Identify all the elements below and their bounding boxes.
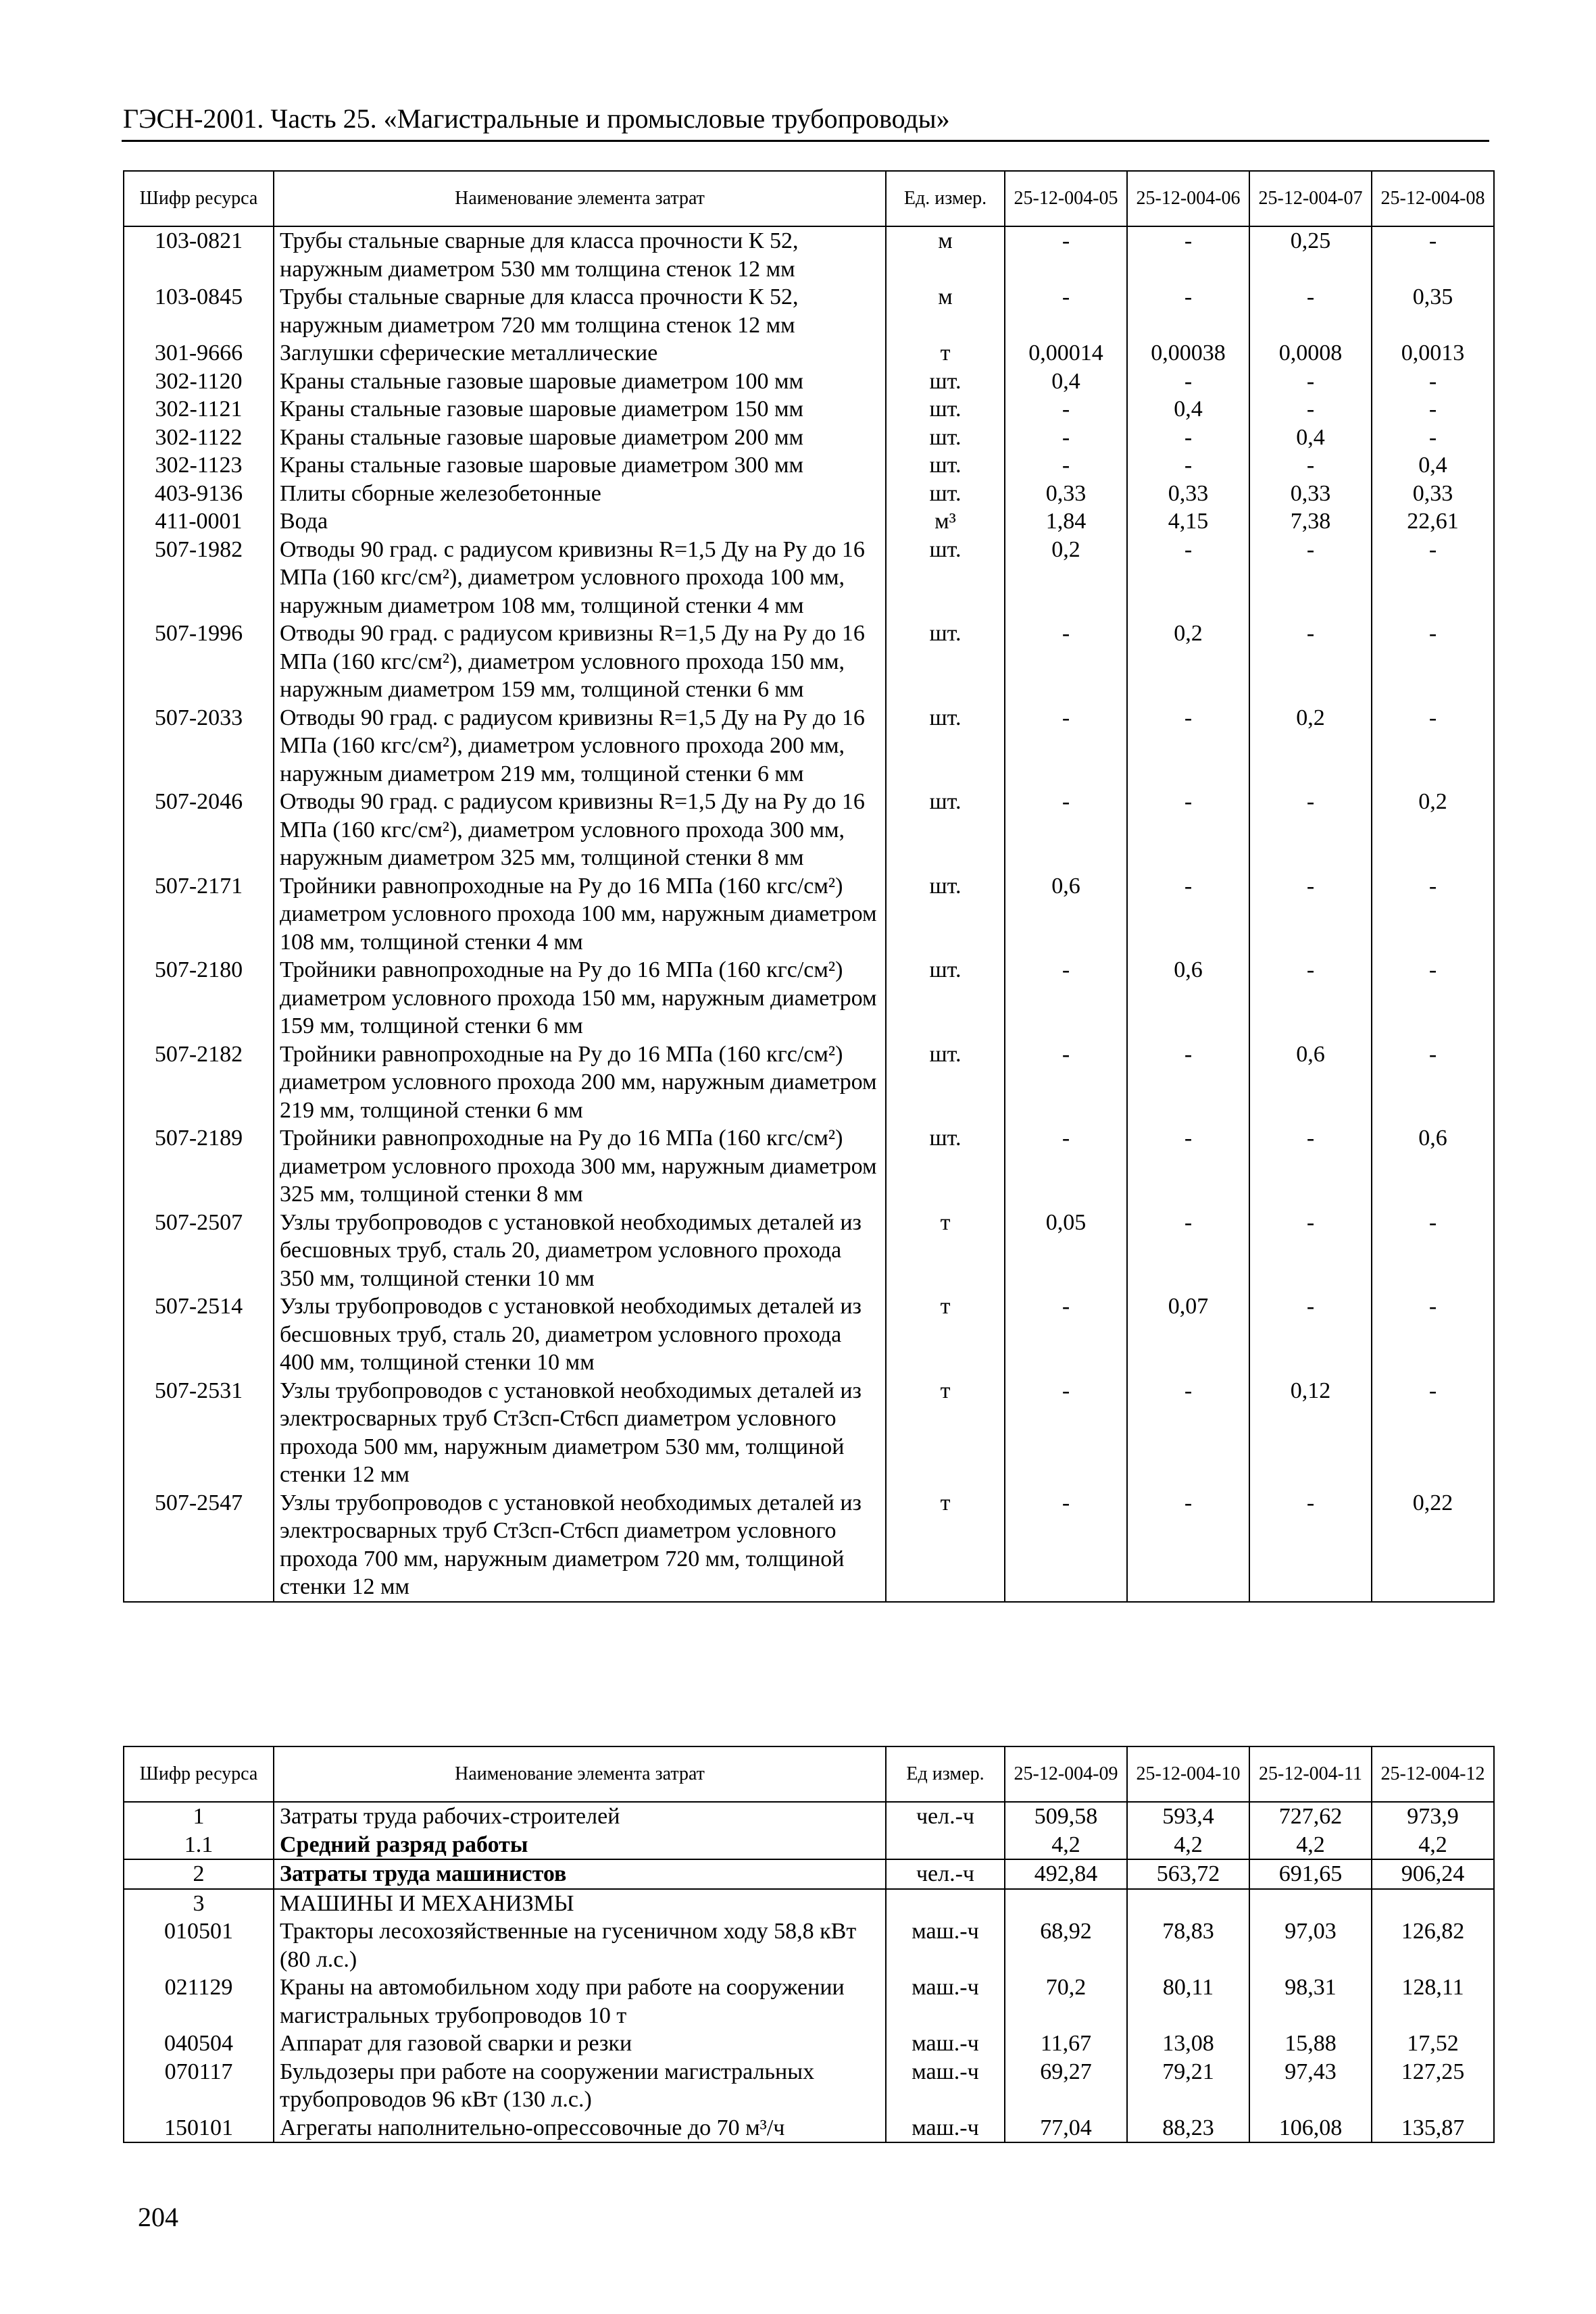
value-cell: 17,52 — [1372, 2030, 1494, 2058]
value-cell: 0,33 — [1005, 480, 1127, 508]
value-cell: 4,2 — [1249, 1831, 1372, 1860]
value-cell: 7,38 — [1249, 507, 1372, 536]
unit-cell: шт. — [886, 368, 1005, 396]
resource-code: 403-9136 — [124, 480, 274, 508]
value-cell: 0,4 — [1249, 424, 1372, 452]
value-cell: 11,67 — [1005, 2030, 1127, 2058]
value-cell: 1,84 — [1005, 507, 1127, 536]
resource-table-2 — [123, 1746, 1495, 2143]
value-cell: 127,25 — [1372, 2058, 1494, 2114]
value-cell: - — [1127, 536, 1249, 620]
unit-cell: маш.-ч — [886, 1917, 1005, 1973]
resource-code: 507-2531 — [124, 1377, 274, 1489]
unit-cell: чел.-ч — [886, 1859, 1005, 1889]
resource-code: 3 — [124, 1889, 274, 1918]
value-cell: 0,33 — [1372, 480, 1494, 508]
cost-element-name: Тройники равнопроходные на Ру до 16 МПа (160 кгс/см²) диаметром условного прохода 100 мм, наружным диаметром 108 мм, толщиной стенки 4 мм — [274, 872, 886, 957]
value-cell: - — [1005, 283, 1127, 339]
resource-code: 302-1123 — [124, 451, 274, 480]
table-row — [124, 451, 1494, 480]
cost-element-name: Трубы стальные сварные для класса прочности К 52, наружным диаметром 530 мм толщина стенок 12 мм — [274, 226, 886, 283]
value-cell: - — [1005, 620, 1127, 704]
value-cell: 69,27 — [1005, 2058, 1127, 2114]
value-cell: - — [1005, 451, 1127, 480]
table-body — [124, 226, 1494, 1602]
value-cell — [1249, 1889, 1372, 1918]
page-header: ГЭСН-2001. Часть 25. «Магистральные и промысловые трубопроводы» — [123, 103, 950, 134]
value-cell: 0,6 — [1249, 1040, 1372, 1125]
col-header: Ед измер. — [886, 1746, 1005, 1802]
value-cell: - — [1372, 226, 1494, 283]
cost-element-name: Тройники равнопроходные на Ру до 16 МПа (160 кгс/см²) диаметром условного прохода 300 мм, наружным диаметром 325 мм, толщиной стенки 8 мм — [274, 1124, 886, 1209]
value-cell: - — [1005, 1377, 1127, 1489]
table-row — [124, 283, 1494, 339]
col-header: 25-12-004-12 — [1372, 1746, 1494, 1802]
value-cell: - — [1372, 424, 1494, 452]
resource-code: 507-2180 — [124, 956, 274, 1040]
value-cell: - — [1372, 1292, 1494, 1377]
value-cell: 97,43 — [1249, 2058, 1372, 2114]
table-row — [124, 2058, 1494, 2114]
value-cell — [1005, 1889, 1127, 1918]
value-cell: - — [1005, 226, 1127, 283]
value-cell: 0,4 — [1005, 368, 1127, 396]
value-cell: 0,07 — [1127, 1292, 1249, 1377]
value-cell: 0,4 — [1372, 451, 1494, 480]
unit-cell: шт. — [886, 1040, 1005, 1125]
value-cell: - — [1249, 1209, 1372, 1293]
value-cell: 15,88 — [1249, 2030, 1372, 2058]
value-cell: 13,08 — [1127, 2030, 1249, 2058]
cost-element-name: Узлы трубопроводов с установкой необходимых деталей из бесшовных труб, сталь 20, диаметром условного прохода 350 мм, толщиной стенки 10 мм — [274, 1209, 886, 1293]
cost-element-name: Краны стальные газовые шаровые диаметром 200 мм — [274, 424, 886, 452]
cost-element-name: Тройники равнопроходные на Ру до 16 МПа (160 кгс/см²) диаметром условного прохода 200 мм, наружным диаметром 219 мм, толщиной стенки 6 мм — [274, 1040, 886, 1125]
unit-cell: шт. — [886, 424, 1005, 452]
table-row — [124, 1292, 1494, 1377]
cost-element-name: МАШИНЫ И МЕХАНИЗМЫ — [274, 1889, 886, 1918]
value-cell: - — [1127, 1489, 1249, 1602]
resource-code: 507-2046 — [124, 788, 274, 872]
table-row — [124, 788, 1494, 872]
value-cell: - — [1127, 1209, 1249, 1293]
resource-code: 507-2547 — [124, 1489, 274, 1602]
value-cell: 973,9 — [1372, 1802, 1494, 1831]
unit-cell — [886, 1889, 1005, 1918]
value-cell: 97,03 — [1249, 1917, 1372, 1973]
col-header: 25-12-004-06 — [1127, 171, 1249, 226]
resource-code: 1.1 — [124, 1831, 274, 1860]
value-cell: 4,15 — [1127, 507, 1249, 536]
table-row — [124, 956, 1494, 1040]
value-cell: 4,2 — [1372, 1831, 1494, 1860]
unit-cell — [886, 1831, 1005, 1860]
resource-code: 411-0001 — [124, 507, 274, 536]
value-cell: - — [1249, 956, 1372, 1040]
unit-cell: шт. — [886, 395, 1005, 424]
unit-cell: чел.-ч — [886, 1802, 1005, 1831]
table-row — [124, 424, 1494, 452]
resource-code: 103-0821 — [124, 226, 274, 283]
table-row — [124, 704, 1494, 788]
table-row — [124, 1377, 1494, 1489]
table-row — [124, 226, 1494, 283]
value-cell: - — [1249, 368, 1372, 396]
value-cell: - — [1372, 1040, 1494, 1125]
header-rule — [122, 140, 1489, 142]
resource-code: 507-1996 — [124, 620, 274, 704]
value-cell: - — [1249, 872, 1372, 957]
unit-cell: шт. — [886, 956, 1005, 1040]
unit-cell: маш.-ч — [886, 2030, 1005, 2058]
value-cell: 0,4 — [1127, 395, 1249, 424]
value-cell: 0,2 — [1005, 536, 1127, 620]
table-row — [124, 368, 1494, 396]
resource-code: 301-9666 — [124, 339, 274, 368]
resource-code: 507-2171 — [124, 872, 274, 957]
value-cell: - — [1127, 704, 1249, 788]
resource-code: 507-1982 — [124, 536, 274, 620]
resource-code: 070117 — [124, 2058, 274, 2114]
cost-element-name: Отводы 90 град. с радиусом кривизны R=1,5 Ду на Ру до 16 МПа (160 кгс/см²), диаметром условного прохода 150 мм, наружным диаметром 159 мм, толщиной стенки 6 мм — [274, 620, 886, 704]
value-cell: 77,04 — [1005, 2114, 1127, 2143]
resource-code: 507-2033 — [124, 704, 274, 788]
cost-element-name: Краны стальные газовые шаровые диаметром 300 мм — [274, 451, 886, 480]
col-header: Ед. измер. — [886, 171, 1005, 226]
unit-cell: шт. — [886, 536, 1005, 620]
unit-cell: т — [886, 1489, 1005, 1602]
value-cell: 0,35 — [1372, 283, 1494, 339]
value-cell: - — [1005, 788, 1127, 872]
unit-cell: шт. — [886, 872, 1005, 957]
resource-code: 150101 — [124, 2114, 274, 2143]
value-cell — [1127, 1889, 1249, 1918]
col-header: 25-12-004-05 — [1005, 171, 1127, 226]
value-cell: - — [1249, 1292, 1372, 1377]
cost-element-name: Вода — [274, 507, 886, 536]
table-row — [124, 2114, 1494, 2143]
value-cell: - — [1249, 620, 1372, 704]
table-row — [124, 620, 1494, 704]
value-cell: - — [1127, 1124, 1249, 1209]
value-cell: - — [1372, 368, 1494, 396]
col-header: Наименование элемента затрат — [274, 171, 886, 226]
cost-element-name: Узлы трубопроводов с установкой необходимых деталей из электросварных труб Ст3сп-Ст6сп диаметром условного прохода 500 мм, наружным диаметром 530 мм, толщиной стенки 12 мм — [274, 1377, 886, 1489]
cost-element-name: Отводы 90 град. с радиусом кривизны R=1,5 Ду на Ру до 16 МПа (160 кгс/см²), диаметром условного прохода 100 мм, наружным диаметром 108 мм, толщиной стенки 4 мм — [274, 536, 886, 620]
col-header: 25-12-004-08 — [1372, 171, 1494, 226]
value-cell: 0,2 — [1249, 704, 1372, 788]
value-cell: 0,33 — [1249, 480, 1372, 508]
value-cell: - — [1249, 536, 1372, 620]
cost-element-name: Краны стальные газовые шаровые диаметром 150 мм — [274, 395, 886, 424]
value-cell: - — [1249, 395, 1372, 424]
unit-cell: м — [886, 226, 1005, 283]
value-cell: 593,4 — [1127, 1802, 1249, 1831]
value-cell: - — [1005, 395, 1127, 424]
value-cell: - — [1372, 395, 1494, 424]
value-cell: 509,58 — [1005, 1802, 1127, 1831]
value-cell: - — [1372, 620, 1494, 704]
value-cell: 80,11 — [1127, 1973, 1249, 2030]
table-row — [124, 339, 1494, 368]
value-cell: 0,33 — [1127, 480, 1249, 508]
value-cell: 0,05 — [1005, 1209, 1127, 1293]
value-cell: - — [1249, 1489, 1372, 1602]
cost-element-name: Аппарат для газовой сварки и резки — [274, 2030, 886, 2058]
value-cell: 0,25 — [1249, 226, 1372, 283]
value-cell: 0,2 — [1372, 788, 1494, 872]
resource-table-1 — [123, 170, 1495, 1603]
value-cell: - — [1127, 368, 1249, 396]
value-cell: 88,23 — [1127, 2114, 1249, 2143]
unit-cell: шт. — [886, 480, 1005, 508]
resource-code: 2 — [124, 1859, 274, 1889]
value-cell: 0,0013 — [1372, 339, 1494, 368]
value-cell: 563,72 — [1127, 1859, 1249, 1889]
value-cell: - — [1005, 1292, 1127, 1377]
value-cell: 135,87 — [1372, 2114, 1494, 2143]
cost-element-name: Плиты сборные железобетонные — [274, 480, 886, 508]
cost-element-name: Тракторы лесохозяйственные на гусеничном ходу 58,8 кВт (80 л.с.) — [274, 1917, 886, 1973]
resource-code: 507-2182 — [124, 1040, 274, 1125]
cost-element-name: Заглушки сферические металлические — [274, 339, 886, 368]
table-row — [124, 1859, 1494, 1889]
unit-cell: шт. — [886, 451, 1005, 480]
value-cell: - — [1127, 872, 1249, 957]
value-cell: - — [1127, 1377, 1249, 1489]
value-cell: 4,2 — [1005, 1831, 1127, 1860]
cost-element-name: Тройники равнопроходные на Ру до 16 МПа (160 кгс/см²) диаметром условного прохода 150 мм, наружным диаметром 159 мм, толщиной стенки 6 мм — [274, 956, 886, 1040]
table-row — [124, 1124, 1494, 1209]
value-cell: 691,65 — [1249, 1859, 1372, 1889]
table-row — [124, 1831, 1494, 1860]
cost-element-name: Агрегаты наполнительно-опрессовочные до 70 м³/ч — [274, 2114, 886, 2143]
value-cell: - — [1372, 536, 1494, 620]
resource-code: 302-1122 — [124, 424, 274, 452]
value-cell — [1372, 1889, 1494, 1918]
unit-cell: м — [886, 283, 1005, 339]
table-header-row — [124, 1746, 1494, 1802]
value-cell: 0,00014 — [1005, 339, 1127, 368]
resource-code: 507-2507 — [124, 1209, 274, 1293]
value-cell: - — [1249, 1124, 1372, 1209]
col-header: Шифр ресурса — [124, 171, 274, 226]
value-cell: - — [1127, 424, 1249, 452]
resource-code: 507-2189 — [124, 1124, 274, 1209]
value-cell: 0,0008 — [1249, 339, 1372, 368]
value-cell: 78,83 — [1127, 1917, 1249, 1973]
cost-element-name: Узлы трубопроводов с установкой необходимых деталей из электросварных труб Ст3сп-Ст6сп диаметром условного прохода 700 мм, наружным диаметром 720 мм, толщиной стенки 12 мм — [274, 1489, 886, 1602]
table-row — [124, 1889, 1494, 1918]
value-cell: - — [1127, 226, 1249, 283]
unit-cell: маш.-ч — [886, 2114, 1005, 2143]
cost-element-name: Затраты труда машинистов — [274, 1859, 886, 1889]
unit-cell: т — [886, 1377, 1005, 1489]
unit-cell: шт. — [886, 788, 1005, 872]
value-cell: - — [1005, 424, 1127, 452]
resource-code: 1 — [124, 1802, 274, 1831]
resource-code: 103-0845 — [124, 283, 274, 339]
page-number: 204 — [138, 2202, 178, 2232]
value-cell: 68,92 — [1005, 1917, 1127, 1973]
value-cell: - — [1127, 788, 1249, 872]
value-cell: - — [1372, 1377, 1494, 1489]
value-cell: 79,21 — [1127, 2058, 1249, 2114]
table-row — [124, 872, 1494, 957]
cost-element-name: Бульдозеры при работе на сооружении магистральных трубопроводов 96 кВт (130 л.с.) — [274, 2058, 886, 2114]
cost-element-name: Краны стальные газовые шаровые диаметром 100 мм — [274, 368, 886, 396]
value-cell: - — [1127, 283, 1249, 339]
value-cell: 70,2 — [1005, 1973, 1127, 2030]
value-cell: 22,61 — [1372, 507, 1494, 536]
value-cell: 4,2 — [1127, 1831, 1249, 1860]
value-cell: 727,62 — [1249, 1802, 1372, 1831]
table-row — [124, 1973, 1494, 2030]
cost-element-name: Средний разряд работы — [274, 1831, 886, 1860]
value-cell: - — [1005, 1489, 1127, 1602]
value-cell: 0,00038 — [1127, 339, 1249, 368]
value-cell: - — [1005, 1040, 1127, 1125]
value-cell: - — [1127, 1040, 1249, 1125]
unit-cell: маш.-ч — [886, 1973, 1005, 2030]
value-cell: 492,84 — [1005, 1859, 1127, 1889]
value-cell: 0,22 — [1372, 1489, 1494, 1602]
value-cell: - — [1127, 451, 1249, 480]
value-cell: 0,6 — [1127, 956, 1249, 1040]
col-header: Шифр ресурса — [124, 1746, 274, 1802]
resource-code: 021129 — [124, 1973, 274, 2030]
value-cell: - — [1249, 788, 1372, 872]
unit-cell: шт. — [886, 620, 1005, 704]
col-header: 25-12-004-09 — [1005, 1746, 1127, 1802]
resource-code: 507-2514 — [124, 1292, 274, 1377]
table-row — [124, 1917, 1494, 1973]
table-row — [124, 507, 1494, 536]
value-cell: 128,11 — [1372, 1973, 1494, 2030]
cost-element-name: Краны на автомобильном ходу при работе на сооружении магистральных трубопроводов 10 т — [274, 1973, 886, 2030]
table-row — [124, 536, 1494, 620]
value-cell: - — [1372, 956, 1494, 1040]
value-cell: - — [1249, 451, 1372, 480]
unit-cell: т — [886, 339, 1005, 368]
unit-cell: шт. — [886, 704, 1005, 788]
value-cell: - — [1372, 704, 1494, 788]
unit-cell: шт. — [886, 1124, 1005, 1209]
unit-cell: маш.-ч — [886, 2058, 1005, 2114]
resource-code: 010501 — [124, 1917, 274, 1973]
table-header-row — [124, 171, 1494, 226]
value-cell: 906,24 — [1372, 1859, 1494, 1889]
table-row — [124, 480, 1494, 508]
cost-element-name: Затраты труда рабочих-строителей — [274, 1802, 886, 1831]
value-cell: 0,2 — [1127, 620, 1249, 704]
value-cell: 98,31 — [1249, 1973, 1372, 2030]
value-cell: - — [1005, 1124, 1127, 1209]
resource-code: 302-1121 — [124, 395, 274, 424]
resource-code: 302-1120 — [124, 368, 274, 396]
col-header: 25-12-004-11 — [1249, 1746, 1372, 1802]
unit-cell: т — [886, 1209, 1005, 1293]
value-cell: - — [1372, 872, 1494, 957]
table-row — [124, 1209, 1494, 1293]
table-row — [124, 1802, 1494, 1831]
table-row — [124, 1040, 1494, 1125]
cost-element-name: Отводы 90 град. с радиусом кривизны R=1,5 Ду на Ру до 16 МПа (160 кгс/см²), диаметром условного прохода 300 мм, наружным диаметром 325 мм, толщиной стенки 8 мм — [274, 788, 886, 872]
value-cell: 106,08 — [1249, 2114, 1372, 2143]
table-row — [124, 395, 1494, 424]
cost-element-name: Трубы стальные сварные для класса прочности К 52, наружным диаметром 720 мм толщина стенок 12 мм — [274, 283, 886, 339]
unit-cell: т — [886, 1292, 1005, 1377]
value-cell: 0,6 — [1372, 1124, 1494, 1209]
cost-element-name: Отводы 90 град. с радиусом кривизны R=1,5 Ду на Ру до 16 МПа (160 кгс/см²), диаметром условного прохода 200 мм, наружным диаметром 219 мм, толщиной стенки 6 мм — [274, 704, 886, 788]
value-cell: - — [1372, 1209, 1494, 1293]
col-header: Наименование элемента затрат — [274, 1746, 886, 1802]
table-body — [124, 1802, 1494, 2142]
value-cell: - — [1249, 283, 1372, 339]
value-cell: 0,6 — [1005, 872, 1127, 957]
table-row — [124, 1489, 1494, 1602]
value-cell: 0,12 — [1249, 1377, 1372, 1489]
value-cell: - — [1005, 956, 1127, 1040]
col-header: 25-12-004-10 — [1127, 1746, 1249, 1802]
resource-code: 040504 — [124, 2030, 274, 2058]
col-header: 25-12-004-07 — [1249, 171, 1372, 226]
value-cell: 126,82 — [1372, 1917, 1494, 1973]
unit-cell: м³ — [886, 507, 1005, 536]
table-row — [124, 2030, 1494, 2058]
value-cell: - — [1005, 704, 1127, 788]
cost-element-name: Узлы трубопроводов с установкой необходимых деталей из бесшовных труб, сталь 20, диаметром условного прохода 400 мм, толщиной стенки 10 мм — [274, 1292, 886, 1377]
